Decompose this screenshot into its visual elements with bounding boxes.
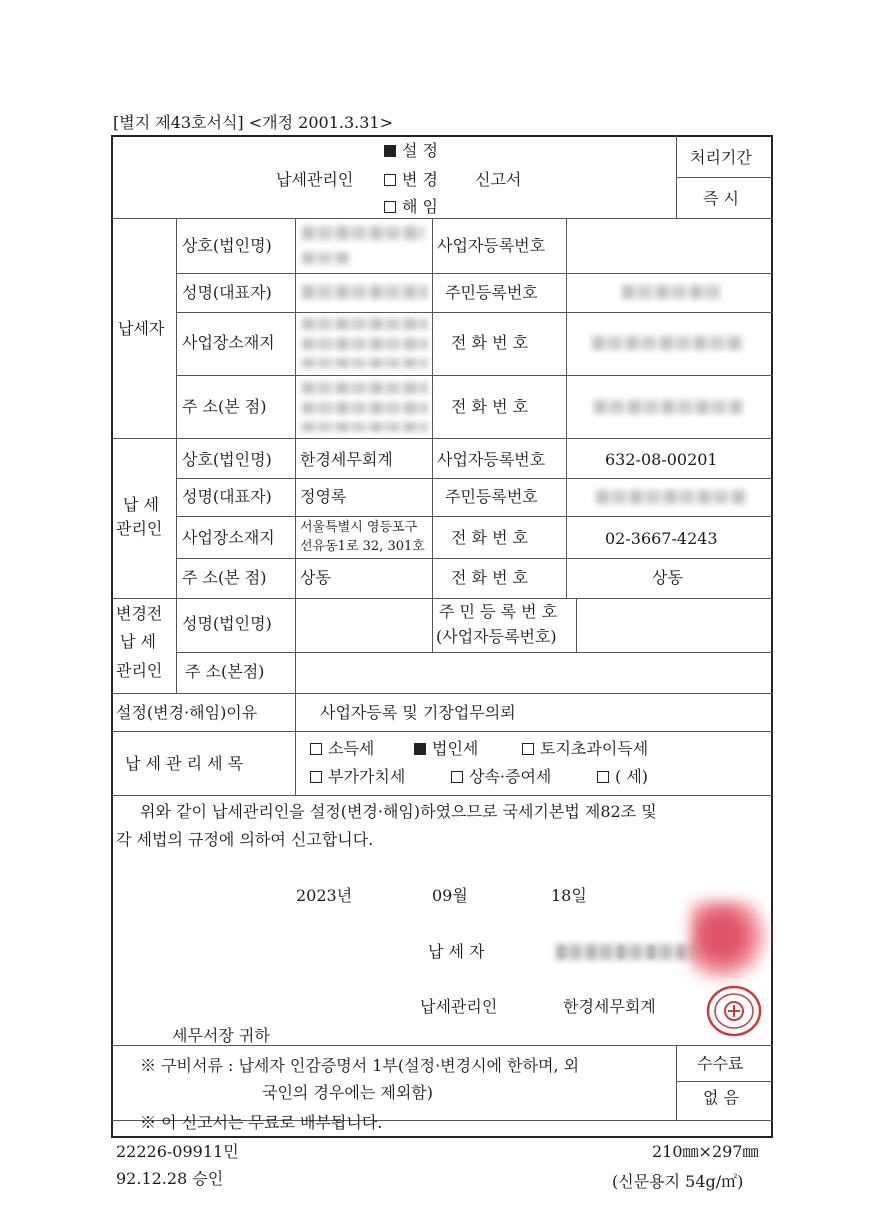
prev-group-label-1: 변경전 (116, 604, 163, 623)
redacted-value (302, 318, 428, 330)
manager-group-label-2: 관리인 (116, 519, 163, 538)
required-docs-2: 국인의 경우에는 제외함) (262, 1083, 433, 1102)
checkbox-icon (451, 771, 463, 783)
prev-address-label: 주 소(본점) (185, 662, 265, 681)
prev-group-label-2: 납 세 (120, 632, 156, 651)
redacted-value (302, 285, 428, 299)
redacted-value (302, 358, 428, 368)
declaration-line-1: 위와 같이 납세관리인을 설정(변경·해임)하였으므로 국세기본법 제82조 및 (140, 802, 657, 821)
redacted-value (302, 422, 428, 432)
divider (111, 795, 773, 796)
checkbox-icon (597, 771, 609, 783)
taxpayer-address-label: 주 소(본 점) (182, 397, 267, 416)
manager-address-label: 주 소(본 점) (182, 568, 267, 587)
divider (676, 1081, 773, 1082)
divider (176, 312, 773, 313)
redacted-signature (556, 944, 712, 960)
redacted-value (622, 285, 720, 299)
manager-group-label-1: 납 세 (123, 495, 159, 514)
manager-sign-label: 납세관리인 (420, 997, 498, 1016)
manager-rep-label: 성명(대표자) (182, 487, 272, 506)
fee-label: 수수료 (697, 1054, 744, 1073)
manager-address-value: 상동 (300, 568, 331, 587)
checkbox-icon (522, 743, 534, 755)
declaration-line-2: 각 세법의 규정에 의하여 신고합니다. (116, 830, 374, 849)
divider (111, 693, 773, 694)
divider (176, 218, 177, 693)
taxpayer-sign-label: 납 세 자 (428, 942, 485, 961)
divider (176, 558, 773, 559)
option-set[interactable]: 설 정 (384, 141, 438, 161)
manager-bizno-label: 사업자등록번호 (437, 450, 546, 469)
tax-item-income[interactable]: 소득세 (310, 739, 374, 759)
tax-item-corporate[interactable]: 법인세 (414, 739, 478, 759)
redacted-value (302, 252, 350, 264)
divider (676, 1045, 677, 1120)
fee-value: 없 음 (703, 1088, 739, 1107)
checkbox-icon (310, 771, 322, 783)
prev-id-label-1: 주 민 등 록 번 호 (439, 602, 558, 621)
manager-phone-value: 02-3667-4243 (605, 529, 718, 548)
divider (295, 693, 296, 731)
processing-value: 즉 시 (703, 189, 739, 208)
taxpayer-phone2-label: 전 화 번 호 (451, 397, 529, 416)
form-code: 22226-09911민 (116, 1142, 239, 1161)
divider (295, 731, 296, 795)
date-day: 18일 (551, 886, 587, 905)
tax-item-other[interactable]: ( 세) (597, 767, 648, 787)
taxpayer-rrn-label: 주민등록번호 (445, 283, 538, 302)
option-change[interactable]: 변 경 (384, 170, 438, 190)
tax-items-label: 납 세 관 리 세 목 (125, 754, 244, 773)
stamp-seal (690, 900, 770, 980)
divider (111, 731, 773, 732)
manager-site-value-2: 선유동1로 32, 301호 (300, 539, 425, 554)
taxpayer-name-label: 상호(법인명) (182, 236, 272, 255)
processing-label: 처리기간 (690, 148, 752, 167)
prev-group-label-3: 관리인 (116, 661, 163, 680)
official-seal-icon (706, 985, 762, 1041)
redacted-value (302, 226, 424, 240)
required-docs-1: ※ 구비서류 : 납세자 인감증명서 1부(설정·변경시에 한하며, 외 (140, 1056, 580, 1075)
recipient: 세무서장 귀하 (172, 1026, 270, 1045)
divider (576, 598, 577, 652)
date-month: 09월 (432, 886, 468, 905)
title-suffix: 신고서 (475, 170, 522, 189)
manager-phone-label: 전 화 번 호 (451, 528, 529, 547)
divider (566, 218, 567, 598)
divider (111, 438, 773, 439)
divider (176, 516, 773, 517)
tax-item-vat[interactable]: 부가가치세 (310, 767, 405, 787)
divider (176, 478, 773, 479)
taxpayer-rep-label: 성명(대표자) (182, 283, 272, 302)
divider (676, 177, 773, 178)
approval-date: 92.12.28 승인 (116, 1169, 224, 1188)
divider (111, 218, 773, 219)
redacted-value (594, 400, 742, 414)
title-prefix: 납세관리인 (276, 170, 354, 189)
form-reference: [별지 제43호서식] <개정 2001.3.31> (113, 113, 393, 132)
reason-label: 설정(변경·해임)이유 (116, 703, 258, 722)
date-year: 2023년 (296, 886, 353, 905)
manager-sign-name: 한경세무회계 (563, 997, 656, 1016)
manager-bizno-value: 632-08-00201 (605, 450, 718, 469)
prev-name-label: 성명(법인명) (182, 614, 272, 633)
manager-phone2-label: 전 화 번 호 (451, 568, 529, 587)
checkbox-icon (384, 201, 396, 213)
taxpayer-phone-label: 전 화 번 호 (451, 333, 529, 352)
redacted-value (592, 336, 744, 350)
manager-site-value-1: 서울특별시 영등포구 (300, 520, 418, 535)
paper-type: (신문용지 54g/㎡) (612, 1172, 744, 1191)
divider (176, 273, 773, 274)
divider (176, 652, 773, 653)
divider (295, 218, 296, 693)
divider (111, 598, 773, 599)
redacted-value (302, 402, 428, 414)
manager-site-label: 사업장소재지 (182, 528, 275, 547)
checkbox-checked-icon (414, 743, 426, 755)
manager-phone2-value: 상동 (652, 568, 683, 587)
reason-value: 사업자등록 및 기장업무의뢰 (320, 703, 516, 722)
taxpayer-bizno-label: 사업자등록번호 (437, 236, 546, 255)
taxpayer-group-label: 납세자 (118, 319, 165, 338)
manager-name-label: 상호(법인명) (182, 450, 272, 469)
redacted-value (302, 382, 428, 394)
divider (176, 375, 773, 376)
tax-item-land[interactable]: 토지초과이득세 (522, 739, 648, 759)
free-note: ※ 이 신고서는 무료로 배부됩니다. (140, 1113, 383, 1132)
manager-rep-value: 정영록 (300, 487, 347, 506)
tax-item-inheritance[interactable]: 상속·증여세 (451, 767, 551, 787)
redacted-value (596, 490, 748, 504)
taxpayer-site-label: 사업장소재지 (182, 333, 275, 352)
checkbox-checked-icon (384, 145, 396, 157)
divider (432, 218, 433, 652)
checkbox-icon (384, 174, 396, 186)
redacted-value (302, 338, 428, 350)
paper-size: 210㎜×297㎜ (652, 1142, 759, 1161)
manager-rrn-label: 주민등록번호 (445, 487, 538, 506)
option-dismiss[interactable]: 해 임 (384, 197, 438, 217)
prev-id-label-2: (사업자등록번호) (436, 627, 557, 646)
checkbox-icon (310, 743, 322, 755)
manager-name-value: 한경세무회계 (300, 450, 393, 469)
